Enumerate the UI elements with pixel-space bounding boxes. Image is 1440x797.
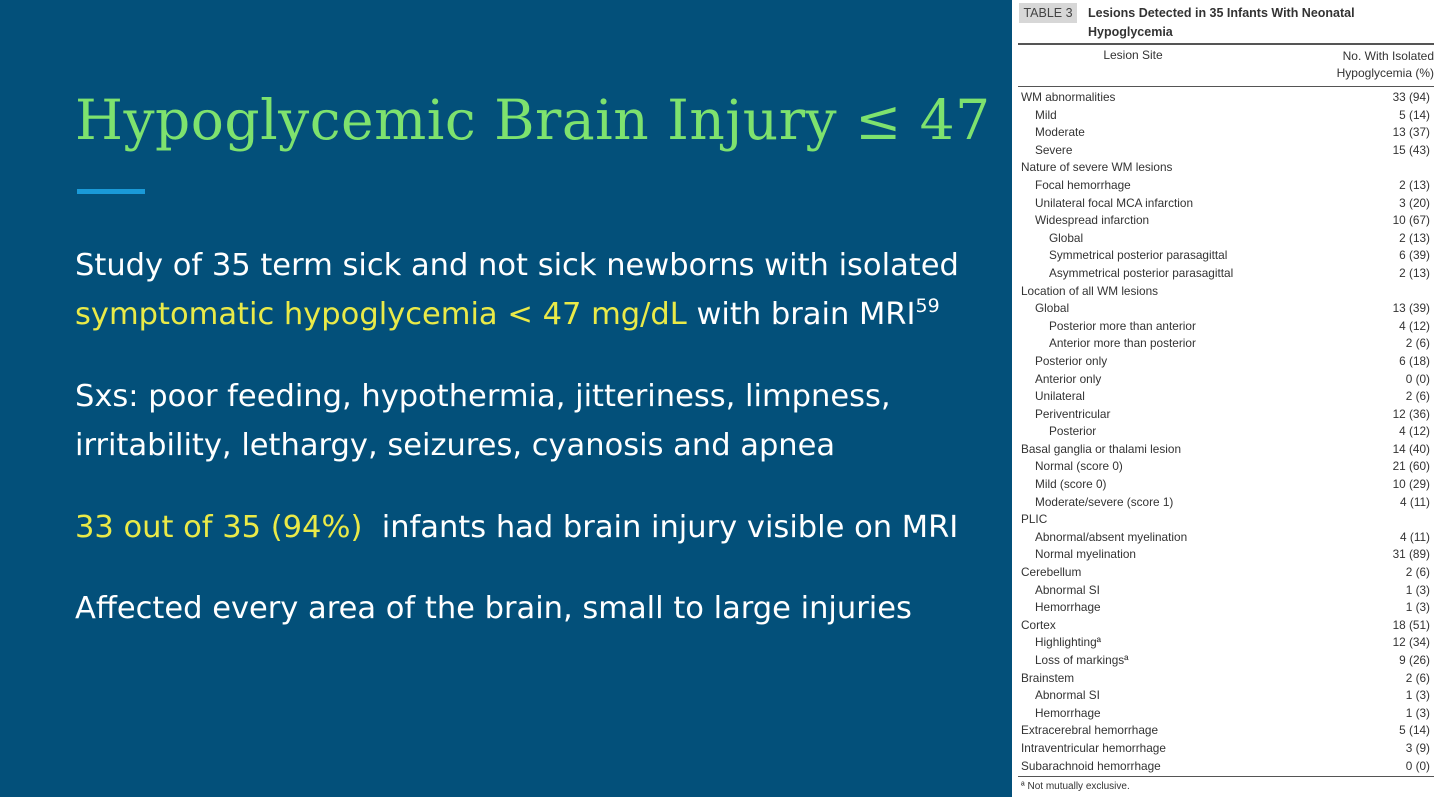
table-row — [1018, 705, 1434, 723]
table-row — [1018, 546, 1434, 564]
column-header-site: Lesion Site — [1103, 48, 1163, 62]
row-label: Unilateral — [1035, 389, 1085, 404]
row-value: 5 (14) — [1399, 107, 1430, 122]
row-value: 31 (89) — [1392, 547, 1430, 562]
row-value: 0 (0) — [1405, 371, 1430, 386]
row-label: Normal myelination — [1035, 547, 1136, 562]
row-value — [1430, 159, 1434, 177]
row-value: 12 (36) — [1392, 406, 1430, 421]
row-label: Subarachnoid hemorrhage — [1021, 758, 1161, 773]
table-row — [1018, 335, 1434, 353]
study-text-end: with brain MRI — [686, 297, 916, 332]
table-bottom-rule — [1018, 776, 1434, 777]
row-value: 33 (94) — [1392, 90, 1430, 104]
table-row — [1018, 89, 1434, 107]
result-highlight: 33 out of 35 (94%) — [75, 510, 363, 545]
row-value: 4 (12) — [1399, 424, 1430, 439]
table-body — [1018, 89, 1434, 775]
row-value: 12 (34) — [1392, 635, 1430, 650]
row-value: 6 (39) — [1399, 248, 1430, 263]
table-row — [1018, 476, 1434, 494]
row-label: Mild (score 0) — [1035, 477, 1107, 492]
row-value: 10 (29) — [1392, 477, 1430, 492]
study-highlight: symptomatic hypoglycemia < 47 mg/dL — [75, 297, 687, 332]
row-label: Abnormal/absent myelination — [1035, 529, 1188, 544]
row-label: Symmetrical posterior parasagittal — [1049, 248, 1228, 263]
row-value: 2 (13) — [1399, 230, 1430, 245]
row-value: 10 (67) — [1392, 213, 1430, 228]
citation-superscript: 59 — [915, 295, 940, 317]
table-header-rule — [1018, 86, 1434, 87]
table-row — [1018, 247, 1434, 265]
table-row — [1018, 582, 1434, 600]
table-row — [1018, 300, 1434, 318]
table-row — [1018, 177, 1434, 195]
row-label: Extracerebral hemorrhage — [1021, 723, 1159, 738]
column-header-count-line-1: No. With Isolated — [1342, 49, 1434, 63]
row-value: 3 (20) — [1399, 195, 1430, 210]
row-value: 4 (12) — [1399, 318, 1430, 333]
lesions-table-panel — [1012, 0, 1440, 797]
row-label: Nature of severe WM lesions — [1021, 160, 1173, 175]
slide-title: Hypoglycemic Brain Injury ≤ 47 — [75, 88, 991, 152]
row-label: Abnormal SI — [1035, 688, 1100, 703]
row-value: 14 (40) — [1392, 441, 1430, 456]
row-value: 2 (13) — [1399, 265, 1430, 280]
row-value: 1 (3) — [1405, 688, 1430, 703]
result-text: infants had brain injury visible on MRI — [362, 510, 959, 545]
row-label: WM abnormalities — [1021, 90, 1116, 104]
table-row — [1018, 494, 1434, 512]
row-value — [1430, 511, 1434, 529]
row-label: Hemorrhage — [1035, 600, 1101, 615]
row-label: Mild — [1035, 107, 1057, 122]
table-row — [1018, 722, 1434, 740]
row-value: 21 (60) — [1392, 459, 1430, 474]
row-label: Loss of markingsª — [1035, 653, 1129, 667]
row-value: 0 (0) — [1405, 758, 1430, 773]
row-label: Unilateral focal MCA infarction — [1035, 195, 1194, 210]
symptoms-line-1: Sxs: poor feeding, hypothermia, jitteriness, limpness, — [75, 379, 891, 414]
row-label: Anterior only — [1035, 371, 1102, 386]
table-row — [1018, 195, 1434, 213]
affected-paragraph: Affected every area of the brain, small to large injuries — [75, 591, 912, 626]
row-value: 4 (11) — [1400, 494, 1430, 509]
row-label: PLIC — [1021, 512, 1048, 527]
row-value: 2 (13) — [1399, 177, 1430, 192]
row-value: 1 (3) — [1405, 600, 1430, 615]
row-label: Moderate/severe (score 1) — [1035, 494, 1174, 509]
table-row — [1018, 740, 1434, 758]
table-row — [1018, 758, 1434, 776]
table-footnote: ª Not mutually exclusive. — [1021, 781, 1130, 792]
table-row — [1018, 423, 1434, 441]
row-value: 4 (11) — [1400, 529, 1430, 544]
row-label: Highlightingª — [1035, 635, 1102, 650]
table-row — [1018, 406, 1434, 424]
symptoms-paragraph — [75, 372, 1005, 470]
table-row — [1018, 107, 1434, 125]
column-header-count — [1337, 48, 1434, 82]
row-value: 2 (6) — [1405, 389, 1430, 404]
table-row — [1018, 265, 1434, 283]
table-row — [1018, 529, 1434, 547]
row-value: 13 (37) — [1392, 125, 1430, 140]
row-label: Location of all WM lesions — [1021, 283, 1159, 298]
row-label: Hemorrhage — [1035, 705, 1101, 720]
table-row — [1018, 511, 1434, 529]
row-value: 2 (6) — [1405, 336, 1430, 351]
table-row — [1018, 159, 1434, 177]
row-value: 18 (51) — [1392, 617, 1430, 632]
row-label: Basal ganglia or thalami lesion — [1021, 441, 1182, 456]
row-label: Brainstem — [1021, 670, 1075, 685]
row-value: 1 (3) — [1405, 705, 1430, 720]
row-label: Periventricular — [1035, 406, 1111, 421]
row-value: 15 (43) — [1392, 142, 1430, 157]
table-row — [1018, 212, 1434, 230]
table-row — [1018, 617, 1434, 635]
row-value: 9 (26) — [1399, 653, 1430, 667]
row-label: Widespread infarction — [1035, 213, 1150, 228]
table-top-rule — [1018, 43, 1434, 45]
table-row — [1018, 458, 1434, 476]
row-label: Focal hemorrhage — [1035, 177, 1131, 192]
row-value — [1430, 283, 1434, 301]
row-label: Abnormal SI — [1035, 582, 1100, 597]
row-label: Posterior more than anterior — [1049, 318, 1196, 333]
row-value: 1 (3) — [1405, 582, 1430, 597]
result-paragraph — [75, 503, 1005, 552]
title-accent-bar — [77, 189, 145, 194]
column-header-count-line-2: Hypoglycemia (%) — [1336, 66, 1434, 80]
table-row — [1018, 283, 1434, 301]
row-label: Global — [1035, 301, 1070, 316]
row-label: Global — [1049, 230, 1084, 245]
table-row — [1018, 441, 1434, 459]
table-row — [1018, 371, 1434, 389]
row-label: Posterior only — [1035, 353, 1108, 368]
table-row — [1018, 652, 1434, 670]
row-label: Moderate — [1035, 125, 1085, 140]
row-value: 3 (9) — [1405, 740, 1430, 755]
row-label: Severe — [1035, 142, 1073, 157]
row-label: Normal (score 0) — [1035, 459, 1123, 474]
table-row — [1018, 687, 1434, 705]
table-row — [1018, 634, 1434, 652]
table-row — [1018, 599, 1434, 617]
table-row — [1018, 564, 1434, 582]
row-value: 5 (14) — [1399, 723, 1430, 738]
row-label: Intraventricular hemorrhage — [1021, 740, 1166, 755]
symptoms-line-2: irritability, lethargy, seizures, cyanosis and apnea — [75, 428, 836, 463]
row-value: 2 (6) — [1405, 670, 1430, 685]
row-label: Posterior — [1049, 424, 1097, 439]
table-row — [1018, 142, 1434, 160]
row-value: 6 (18) — [1399, 353, 1430, 368]
row-label: Asymmetrical posterior parasagittal — [1049, 265, 1234, 280]
row-value: 2 (6) — [1405, 565, 1430, 580]
table-row — [1018, 230, 1434, 248]
row-value: 13 (39) — [1392, 301, 1430, 316]
row-label: Cortex — [1021, 617, 1056, 632]
row-label: Cerebellum — [1021, 565, 1082, 580]
row-label: Anterior more than posterior — [1049, 336, 1196, 351]
table-row — [1018, 388, 1434, 406]
table-tag: TABLE 3 — [1019, 3, 1077, 23]
table-title: Lesions Detected in 35 Infants With Neonatal Hypoglycemia — [1088, 6, 1355, 39]
table-row — [1018, 318, 1434, 336]
table-row — [1018, 124, 1434, 142]
study-paragraph — [75, 241, 1005, 339]
study-text-start: Study of 35 term sick and not sick newborns with isolated — [75, 248, 959, 283]
table-row — [1018, 353, 1434, 371]
table-row — [1018, 670, 1434, 688]
